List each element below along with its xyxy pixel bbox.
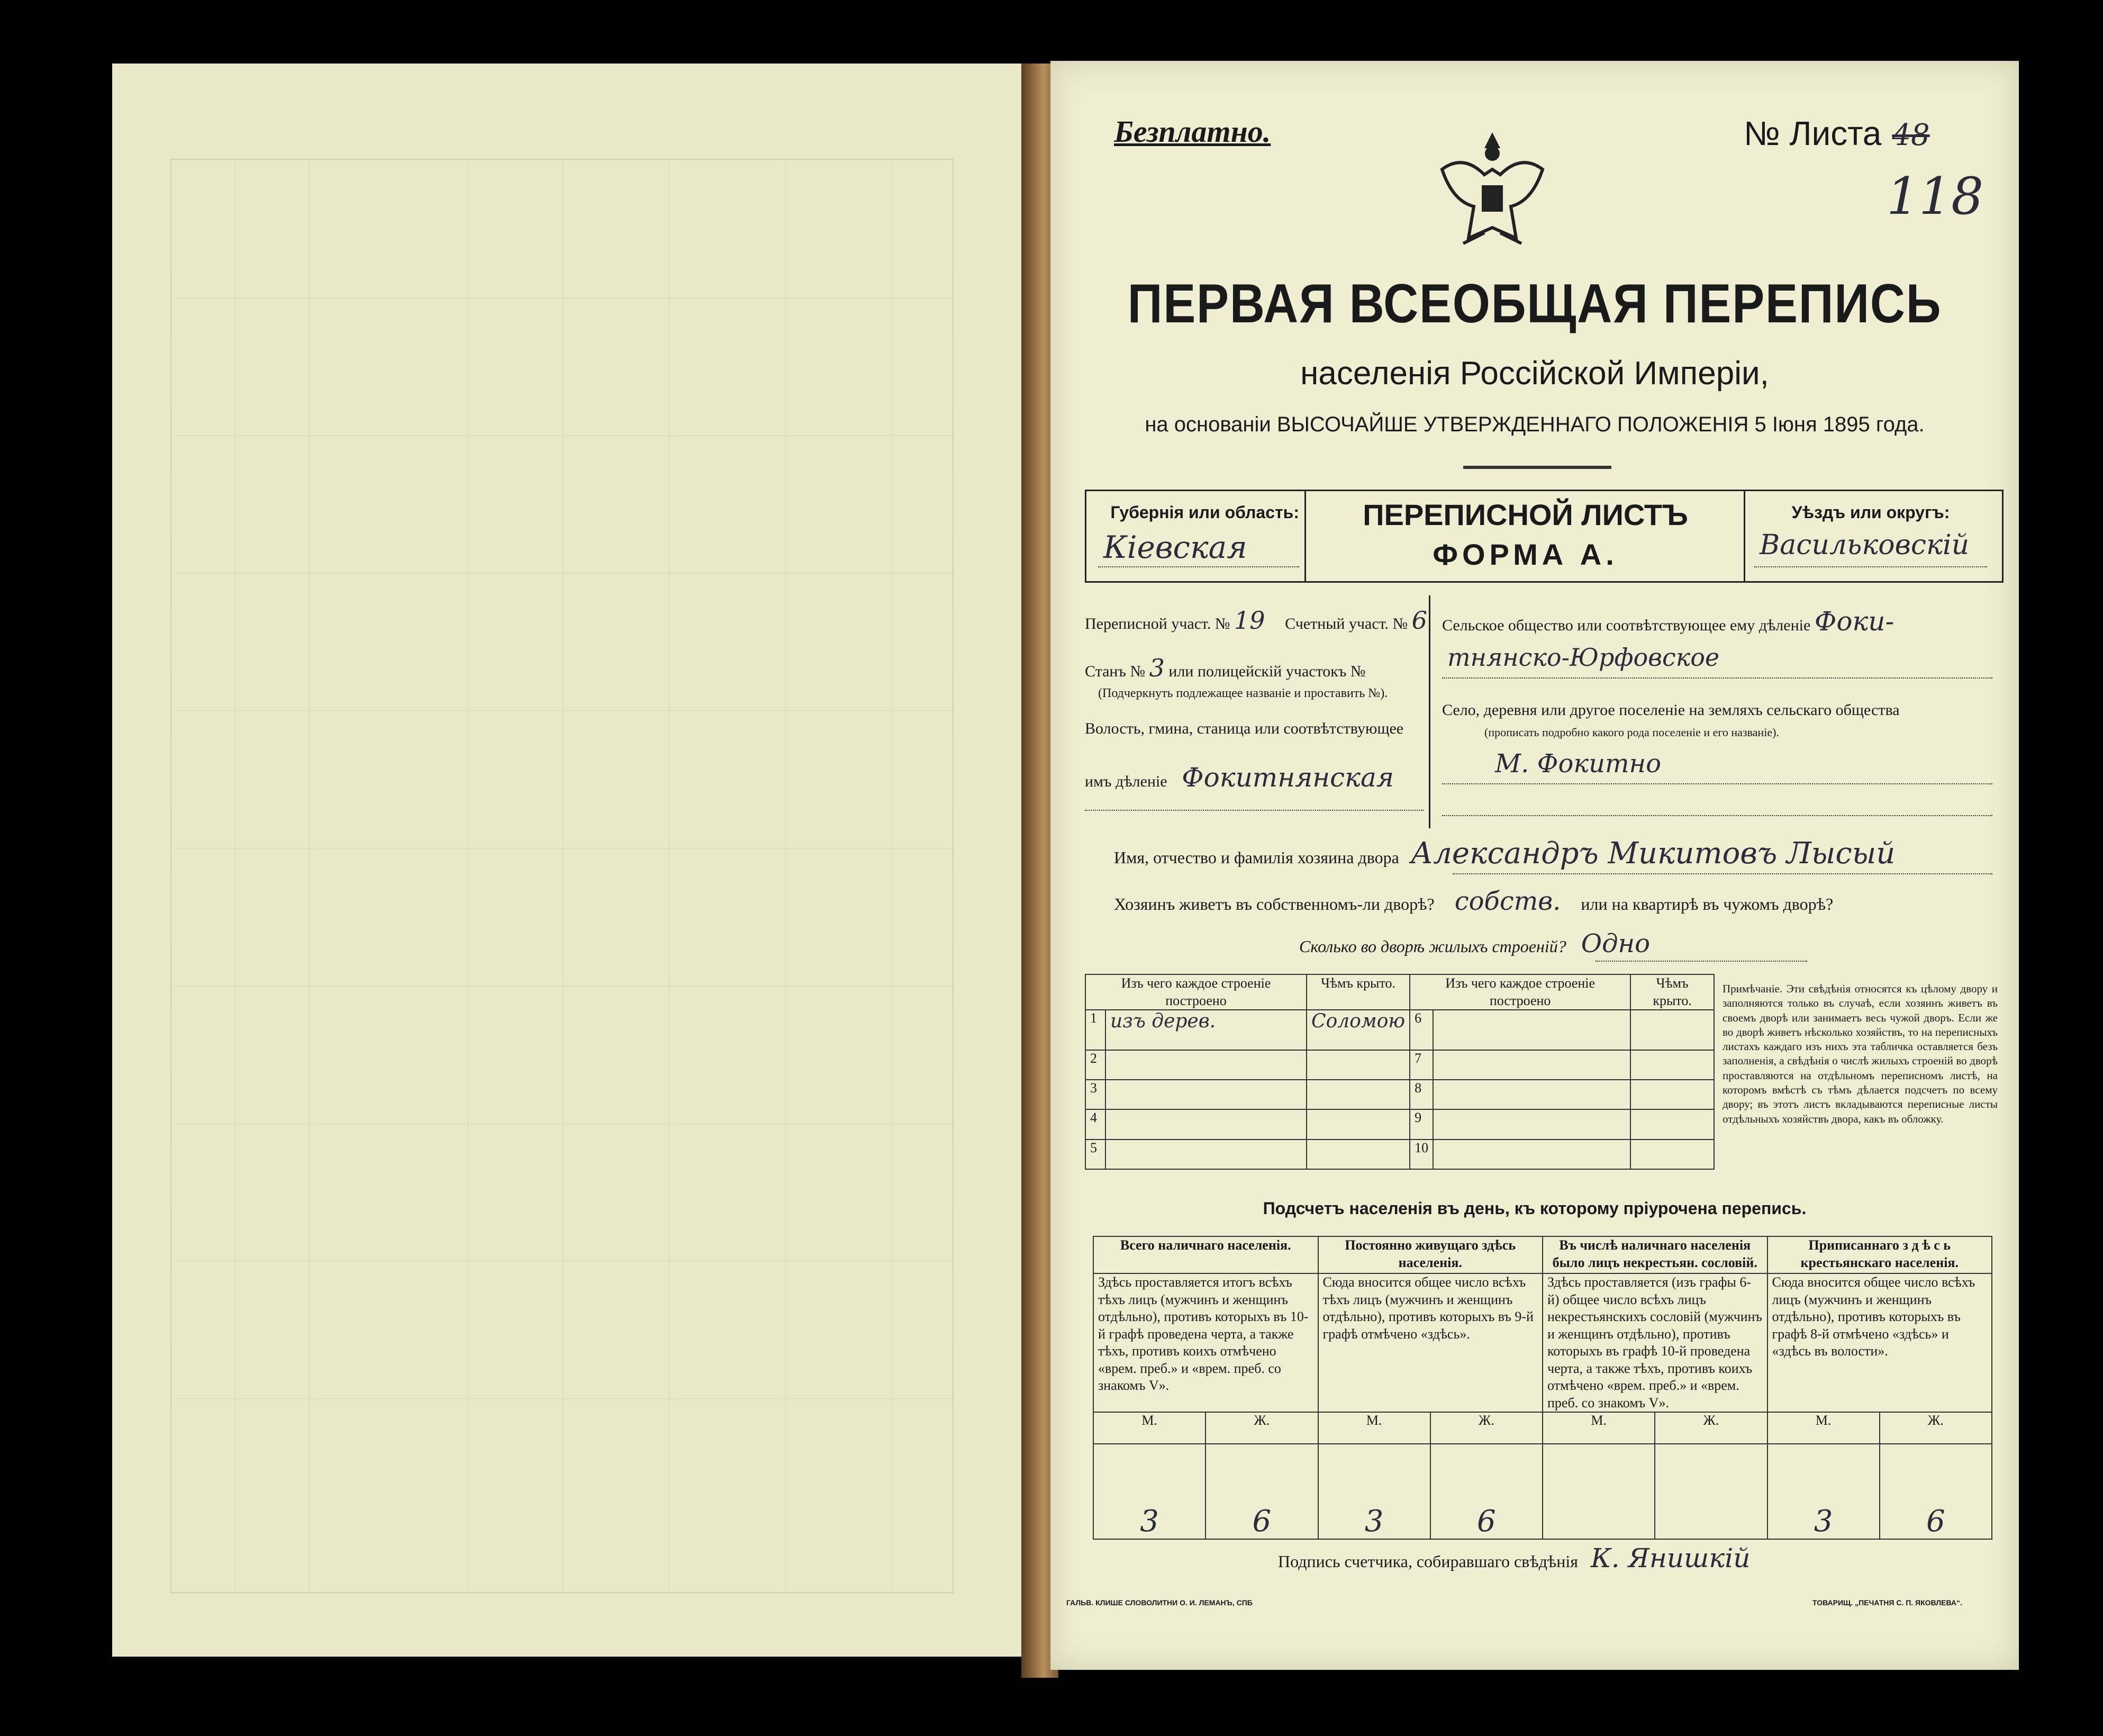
gubernia-label: Губернія или область: — [1110, 503, 1299, 522]
village-value: М. Фокитно — [1495, 749, 1662, 779]
census-subtitle: населенія Россійской Имперіи, — [1300, 355, 1769, 392]
imperial-eagle-emblem — [1431, 122, 1553, 259]
uezd-label: Уѣздъ или округъ: — [1791, 503, 1950, 522]
census-basis-line: на основаніи ВЫСОЧАЙШЕ УТВЕРЖДЕННАГО ПОЛОЖЕНІЯ 5 Іюня 1895 года. — [1145, 413, 1925, 436]
handwritten-sheet-number: 118 — [1887, 167, 1984, 226]
buildings-table: Изъ чего каждое строеніе построено Чѣмъ крыто. Изъ чего каждое строеніе построено Чѣмъ крыто. 1 изъ дерев. Соломою 6 2 7 3 8 4 9 5 10 — [1085, 974, 1715, 1170]
census-form-page — [1050, 61, 2019, 1670]
gubernia-value: Кіевская — [1103, 529, 1247, 565]
society-row: Сельское общество или соотвѣтствующее ему дѣленіе Фоки- — [1442, 606, 1894, 637]
signature-row: Подпись счетчика, собиравшаго свѣдѣнія К. Янишкій — [1278, 1543, 1751, 1574]
uchastok-row: Переписной участ. № 19 Счетный участ. № 6 — [1085, 606, 1427, 635]
stan-note: (Подчеркнуть подлежащее названіе и проставить №). — [1098, 686, 1388, 700]
count-title: Подсчетъ населенія въ день, къ которому пріурочена перепись. — [1263, 1199, 1807, 1218]
volost-label: Волость, гмина, станица или соотвѣтствующее — [1085, 720, 1404, 737]
owner-name-row: Имя, отчество и фамилія хозяина двора Александръ Микитовъ Лысый — [1114, 836, 1896, 871]
village-label: Село, деревня или другое поселеніе на земляхъ сельскаго общества — [1442, 701, 1900, 719]
free-label: Безплатно. — [1114, 114, 1271, 149]
buildings-count-row: Сколько во дворѣ жилыхъ строеній? Одно — [1299, 929, 1651, 959]
sheet-number: № Листа 48 — [1744, 114, 1930, 152]
faint-ledger-grid — [170, 159, 954, 1593]
population-count-table: Всего наличнаго населенія. Постоянно живущаго здѣсь населенія. Въ числѣ наличнаго населенія было лицъ некрестьян. сословій. Приписаннаго з д ѣ с ь крестьянскаго населенія. Здѣсь проставляется итогъ всѣхъ тѣхъ лицъ (мужчинъ и женщинъ отдѣльно), противъ которыхъ въ 10-й графѣ проведена черта, а также тѣхъ, противъ коихъ отмѣчено «врем. преб.» и «врем. преб. со знакомъ V». Сюда вносится общее число всѣхъ тѣхъ лицъ (мужчинъ и женщинъ отдѣльно), противъ которыхъ въ 9-й графѣ отмѣчено «здѣсь». Здѣсь проставляется (изъ графы 6-й) общее число всѣхъ лицъ некрестьянскихъ сословій (мужчинъ и женщинъ отдѣльно), противъ которыхъ въ графѣ 10-й проведена черта, а также тѣхъ, противъ коихъ отмѣчено «врем. преб.» и «врем. преб. со знакомъ V». Сюда вносится общее число всѣхъ лицъ (мужчинъ и женщинъ отдѣльно), противъ которыхъ въ графѣ 8-й отмѣчено «здѣсь» и «здѣсь въ волости». М. Ж. М. Ж. М. Ж. М. Ж. 3 6 3 6 3 6 — [1093, 1236, 1992, 1540]
form-subtitle: ФОРМА А. — [1433, 538, 1618, 571]
village-note: (прописать подробно какого рода поселеніе и его названіе). — [1484, 726, 1779, 739]
census-title: ПЕРВАЯ ВСЕОБЩАЯ ПЕРЕПИСЬ — [1127, 273, 1942, 334]
volost-row: имъ дѣленіе Фокитнянская — [1085, 762, 1394, 793]
uezd-value: Васильковскій — [1760, 529, 1970, 561]
block-divider — [1429, 595, 1430, 828]
society-value: тнянско-Юрфовское — [1447, 643, 1720, 672]
stan-row: Станъ № 3 или полицейскій участокъ № — [1085, 654, 1366, 682]
footer-right: ТОВАРИЩ. „ПЕЧАТНЯ С. П. ЯКОВЛЕВА“. — [1812, 1598, 1962, 1607]
footer-left: ГАЛЬВ. КЛИШЕ СЛОВОЛИТНИ О. И. ЛЕМАНЪ, СПБ — [1066, 1598, 1253, 1607]
ornament-divider — [1463, 466, 1611, 469]
form-title: ПЕРЕПИСНОЙ ЛИСТЪ — [1363, 498, 1688, 531]
residence-row: Хозяинъ живетъ въ собственномъ-ли дворѣ? собств. или на квартирѣ въ чужомъ дворѣ? — [1114, 887, 1834, 916]
buildings-note: Примѣчаніе. Эти свѣдѣнія относятся къ цѣлому двору и заполняются только въ случаѣ, если хозяинъ живетъ въ своемъ дворѣ или занимаетъ весь чужой дворъ. Если же во дворѣ живетъ нѣсколько хозяйствъ, то на переписныхъ листахъ каждаго изъ нихъ эта табличка оставляется безъ заполненія, а свѣдѣнія о числѣ жилыхъ строеній во дворѣ проставляются на отдѣльномъ переписномъ листѣ, на которомъ вмѣстѣ съ тѣмъ дѣлается подсчетъ по всему двору; въ этотъ листъ вкладываются переписные листы отдѣльныхъ хозяйствъ двора, какъ въ обложку. — [1723, 982, 1998, 1125]
left-page — [112, 64, 1045, 1657]
